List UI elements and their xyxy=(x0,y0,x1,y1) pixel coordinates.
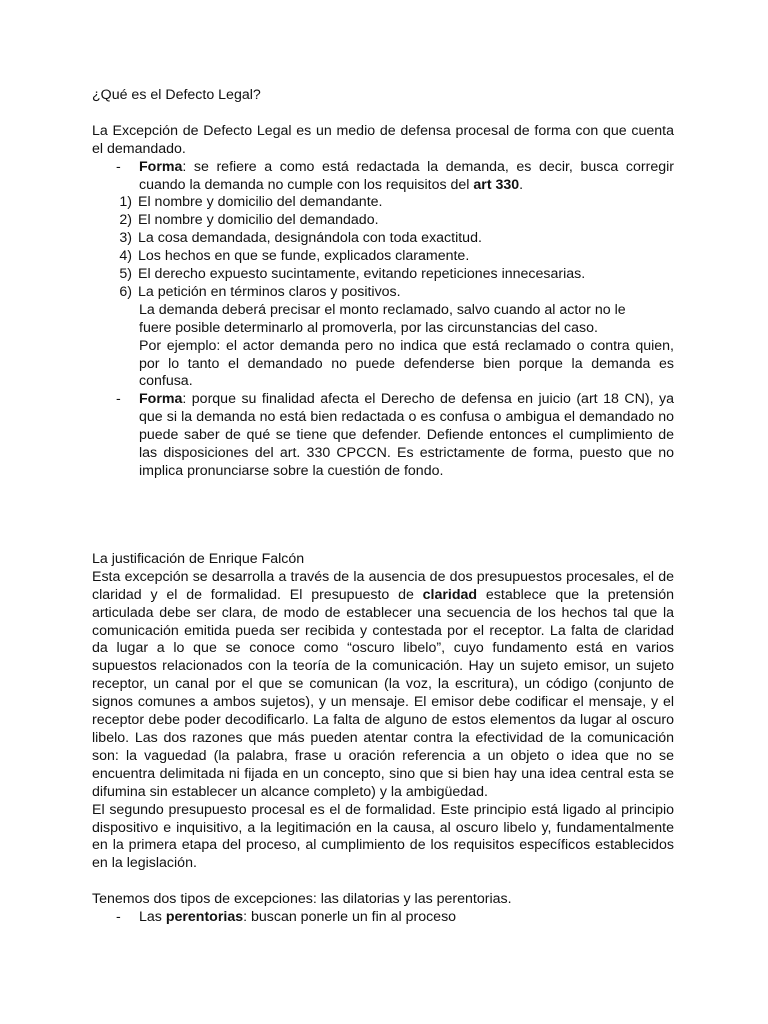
list-item xyxy=(92,248,674,266)
falcon-text-a: Esta excepción se desarrolla a través de la ausencia de dos presupuestos procesales, el de claridad y el de formalidad. El presupuesto de xyxy=(92,568,674,603)
list-text: La petición en términos claros y positivos. xyxy=(138,283,401,300)
note-line-2: fuere posible determinarlo al promoverla, por las circunstancias del caso. xyxy=(139,319,598,336)
bullet-forma-1 xyxy=(92,159,674,195)
list-text: El nombre y domicilio del demandado. xyxy=(138,212,379,229)
list-text: La cosa demandada, designándola con toda exactitud. xyxy=(138,230,482,247)
bullet-forma-1-text xyxy=(139,159,674,195)
bullet-perentorias xyxy=(92,909,674,927)
types-intro: Tenemos dos tipos de excepciones: las dilatorias y las perentorias. xyxy=(92,891,512,908)
list-number: 3) xyxy=(119,230,132,247)
spacer xyxy=(92,481,674,551)
spacer xyxy=(92,105,674,123)
list-text: Los hechos en que se funde, explicados claramente. xyxy=(138,248,470,265)
requirements-list xyxy=(92,194,674,301)
spacer xyxy=(92,873,674,891)
term-forma: Forma xyxy=(139,158,183,175)
bullet-forma-1-continued xyxy=(92,302,674,392)
falcon-text-b: establece que la pretensión articulada debe ser clara, de modo de establecer una secuencia de los hechos tal que la comunicación emitida pueda ser recibida y contestada por el receptor. La falta de claridad da lugar a lo que se conoce como “oscuro libelo”, cuyo fundamento está en varios supuestos relacionados con la teoría de la comunicación. Hay un sujeto emisor, un sujeto receptor, un canal por el que se comunican (la voz, la escritura), un código (conjunto de signos comunes a ambos sujetos), y un mensaje. El emisor debe codificar el mensaje, y el receptor debe poder decodificarlo. La falta de alguno de estos elementos da lugar al oscuro libelo. Las dos razones que más pueden atentar contra la efectividad de la comunicación son: la vaguedad (la palabra, frase u oración referencia a un objeto o idea que no se encuentra delimitada ni fijada en un concepto, sino que si bien hay una idea central esta se difumina sin establecer un alcance completo) y la ambigüedad. xyxy=(92,586,674,800)
list-text: El nombre y domicilio del demandante. xyxy=(138,194,383,211)
list-number: 4) xyxy=(119,248,132,265)
term-perentorias: perentorias xyxy=(165,909,244,926)
list-number: 6) xyxy=(119,283,132,300)
note-line-1: La demanda deberá precisar el monto reclamado, salvo cuando al actor no le xyxy=(139,301,626,318)
falcon-paragraph-2: El segundo presupuesto procesal es el de formalidad. Este principio está ligado al principio dispositivo e inquisitivo, a la legitimación en la causa, al oscuro libelo y, fundamentalmente en la primera etapa del proceso, al cumplimiento de los requisitos específicos establecidos en la legislación. xyxy=(92,801,674,872)
bullet-dash: - xyxy=(116,158,121,175)
term-forma: Forma xyxy=(139,391,183,408)
types-text-a: Las xyxy=(139,909,166,926)
bullet-forma-2 xyxy=(92,391,674,481)
types-text-b: : buscan ponerle un fin al proceso xyxy=(243,909,457,926)
term-art: art 330 xyxy=(473,176,520,193)
list-number: 5) xyxy=(119,266,132,283)
bullet-text: : porque su finalidad afecta el Derecho de defensa en juicio (art 18 CN), ya que si la demanda no está bien redactada o es confusa o ambigua el demandado no puede saber de qué se tiene que defender. Defiende entonces el cumplimiento de las disposiciones del art. 330 CPCCN. Es estrictamente de forma, puesto que no implica pronunciarse sobre la cuestión de fondo. xyxy=(139,391,674,480)
intro-paragraph: La Excepción de Defecto Legal es un medio de defensa procesal de forma con que cuenta el demandado. xyxy=(92,122,674,157)
falcon-paragraph-1 xyxy=(92,569,674,802)
falcon-heading: La justificación de Enrique Falcón xyxy=(92,550,305,567)
bullet-text-b: . xyxy=(519,176,524,193)
bullet-dash: - xyxy=(116,909,121,926)
document-page xyxy=(92,87,674,927)
list-number: 2) xyxy=(119,212,132,229)
doc-title: ¿Qué es el Defecto Legal? xyxy=(92,87,261,103)
bullet-text-a: : se refiere a como está redactada la demanda, es decir, busca corregir cuando la demanda no cumple con los requisitos del xyxy=(139,158,674,193)
list-item xyxy=(92,194,674,212)
term-claridad: claridad xyxy=(422,586,478,603)
list-text: El derecho expuesto sucintamente, evitando repeticiones innecesarias. xyxy=(138,266,586,283)
bullet-perentorias-text xyxy=(139,909,674,927)
bullet-forma-2-text xyxy=(139,391,674,481)
list-item xyxy=(92,230,674,248)
list-item xyxy=(92,284,674,302)
example-paragraph: Por ejemplo: el actor demanda pero no indica que está reclamado o contra quien, por lo tanto el demandado no puede defenderse bien porque la demanda es confusa. xyxy=(139,337,674,390)
list-item xyxy=(92,266,674,284)
list-item xyxy=(92,212,674,230)
bullet-dash: - xyxy=(116,391,121,408)
list-number: 1) xyxy=(119,194,132,211)
